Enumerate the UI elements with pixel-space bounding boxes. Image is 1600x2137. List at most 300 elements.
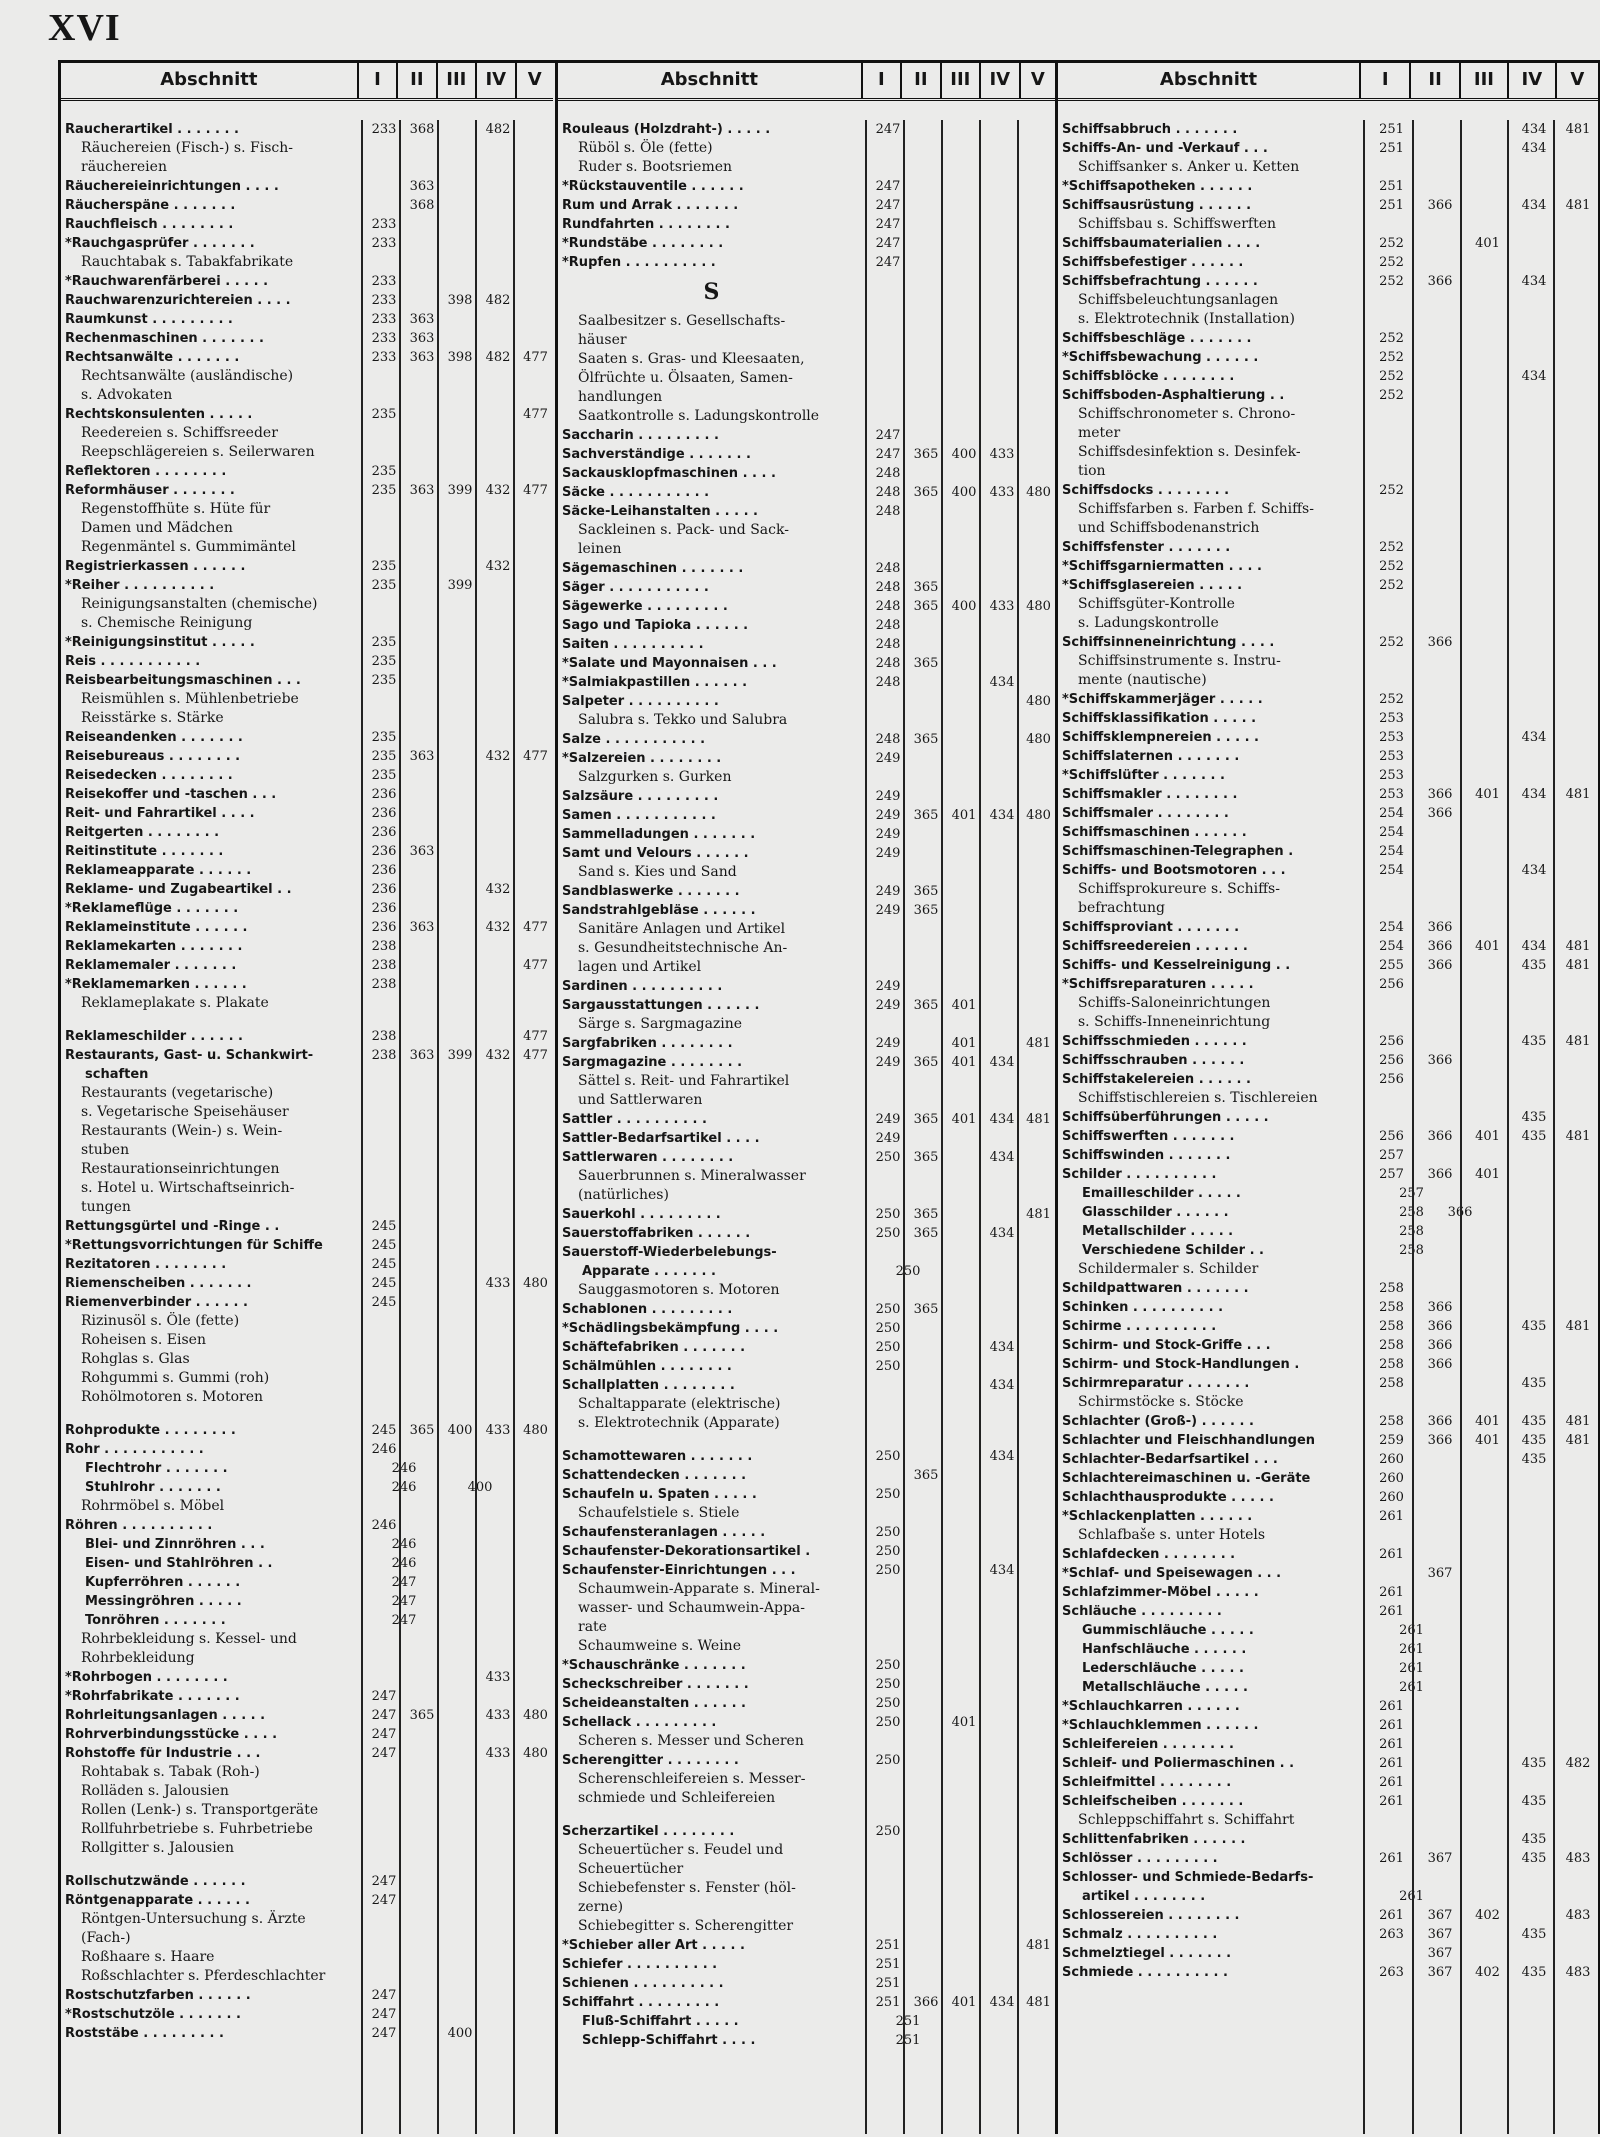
entry-term: Emailleschilder . . . . . <box>1082 1186 1241 1201</box>
page-ref-I: 263 <box>1379 1965 1404 1980</box>
entry-term: Samen . . . . . . . . . . . <box>562 808 716 823</box>
page-ref-I: 235 <box>371 730 397 745</box>
entry-term: s. Elektrotechnik (Installation) <box>1078 311 1295 327</box>
page-ref-I: 250 <box>875 1824 901 1839</box>
page-ref-V: 480 <box>523 1276 548 1291</box>
entry-term: Räucherspäne . . . . . . . <box>65 198 236 213</box>
index-entry <box>61 1421 553 1440</box>
page-ref-I: 250 <box>875 1525 901 1540</box>
index-entry <box>1058 614 1598 633</box>
entry-term: Sauerbrunnen s. Mineralwasser <box>578 1168 806 1184</box>
entry-term: Schiffsüberführungen . . . . . <box>1062 1110 1269 1125</box>
entry-term: Fluß-Schiffahrt . . . . . <box>582 2014 739 2029</box>
entry-term: Schiffsklassifikation . . . . . <box>1062 711 1257 726</box>
entry-term: Schlachter und Fleischhandlungen <box>1062 1433 1316 1448</box>
page-ref-I: 252 <box>1379 559 1404 574</box>
index-entry <box>61 728 553 747</box>
page-ref-I: 250 <box>875 1544 901 1559</box>
page-ref-I: 255 <box>1379 958 1404 973</box>
index-entry <box>61 1986 553 2005</box>
entry-term: Schiffahrt . . . . . . . . . <box>562 1995 720 2010</box>
page-ref-I: 261 <box>1379 1604 1404 1619</box>
page-ref-II: 365 <box>913 1150 939 1165</box>
entry-term: Flechtrohr . . . . . . . <box>85 1461 228 1476</box>
index-entry <box>61 1820 553 1839</box>
page-ref-I: 251 <box>1379 198 1404 213</box>
entry-term: Rollfuhrbetriebe s. Fuhrbetriebe <box>81 1821 313 1837</box>
entry-term: Reklamemaler . . . . . . . <box>65 958 237 973</box>
index-entry <box>61 1350 553 1369</box>
page-ref-V: 481 <box>1565 1414 1591 1429</box>
index-entry <box>1058 1279 1598 1298</box>
entry-term: Schiffsdocks . . . . . . . . <box>1062 483 1230 498</box>
page-ref-II: 365 <box>913 485 939 500</box>
page-ref-I: 247 <box>875 447 901 462</box>
page-ref-I: 233 <box>371 236 397 251</box>
index-entry <box>1058 728 1598 747</box>
index-entry <box>1058 1108 1598 1127</box>
entry-term: Glasschilder . . . . . . <box>1082 1205 1229 1220</box>
entry-term: Schmelztiegel . . . . . . . <box>1062 1946 1232 1961</box>
index-entry <box>61 1891 553 1910</box>
index-entry <box>1058 690 1598 709</box>
entry-term: Rohrbekleidung <box>81 1650 195 1666</box>
index-entry <box>61 519 553 538</box>
index-column-2 <box>555 60 1055 2134</box>
entry-term: Schiffsschmieden . . . . . . <box>1062 1034 1247 1049</box>
index-entry <box>61 1630 553 1649</box>
index-entry <box>1058 1811 1598 1830</box>
index-entry <box>1058 899 1598 918</box>
column-rule <box>1412 120 1414 2134</box>
entry-term: Särge s. Sargmagazine <box>578 1016 743 1032</box>
index-entry <box>61 481 553 500</box>
page-ref-V: 483 <box>1565 1965 1591 1980</box>
entry-term: Schleifscheiben . . . . . . . <box>1062 1794 1244 1809</box>
index-entry <box>1058 1298 1598 1317</box>
index-entry <box>1058 1640 1598 1659</box>
entry-term: Schiffsabbruch . . . . . . . <box>1062 122 1238 137</box>
index-entry <box>1058 1792 1598 1811</box>
index-entry <box>1058 937 1598 956</box>
entry-term: *Rauchgasprüfer . . . . . . . <box>65 236 255 251</box>
index-entry <box>61 1331 553 1350</box>
index-column-1 <box>58 60 553 2134</box>
page-ref-II: 366 <box>1427 920 1453 935</box>
page-ref-II: 367 <box>1427 1965 1453 1980</box>
page-ref-I: 246 <box>391 1537 417 1552</box>
column-rule <box>1460 120 1462 2134</box>
index-entry <box>1058 1184 1598 1203</box>
page-ref-II: 366 <box>1427 1053 1453 1068</box>
entry-term: Schallplatten . . . . . . . . <box>562 1378 735 1393</box>
entry-term: Schaltapparate (elektrische) <box>578 1396 781 1412</box>
entry-term: Schlittenfabriken . . . . . . <box>1062 1832 1246 1847</box>
entry-term: Sago und Tapioka . . . . . . <box>562 618 749 633</box>
header-II: II <box>902 60 941 98</box>
entry-term: Schiffswerften . . . . . . . <box>1062 1129 1235 1144</box>
entry-term: *Rostschutzöle . . . . . . . <box>65 2007 241 2022</box>
page-ref-I: 252 <box>1379 388 1404 403</box>
page-ref-I: 248 <box>875 656 901 671</box>
page-ref-I: 260 <box>1379 1471 1404 1486</box>
index-entry <box>1058 1963 1598 1982</box>
page-ref-I: 235 <box>371 407 397 422</box>
entry-term: Salzsäure . . . . . . . . . <box>562 789 719 804</box>
entry-term: *Schiffsreparaturen . . . . . <box>1062 977 1254 992</box>
entry-term: Schirmreparatur . . . . . . . <box>1062 1376 1250 1391</box>
column-header <box>558 60 1055 101</box>
page-ref-I: 254 <box>1379 939 1404 954</box>
entry-term: *Schlaf- und Speisewagen . . . <box>1062 1566 1282 1581</box>
entry-term: Rohrmöbel s. Möbel <box>81 1498 225 1514</box>
page-ref-II: 365 <box>913 1226 939 1241</box>
page-ref-IV: 435 <box>1521 1433 1547 1448</box>
entry-term: Rüböl s. Öle (fette) <box>578 140 713 156</box>
page-ref-I: 245 <box>371 1276 397 1291</box>
index-entry <box>1058 1754 1598 1773</box>
entry-term: s. Schiffs-Inneneinrichtung <box>1078 1014 1271 1030</box>
entry-term: häuser <box>578 332 627 348</box>
entry-term: Restaurants (vegetarische) <box>81 1085 274 1101</box>
index-entry <box>1058 1051 1598 1070</box>
index-entry <box>1058 1374 1598 1393</box>
entry-term: Schleifereien . . . . . . . . <box>1062 1737 1234 1752</box>
page-ref-I: 250 <box>875 1753 901 1768</box>
page-ref-I: 249 <box>875 1112 901 1127</box>
entry-term: Rum und Arrak . . . . . . . <box>562 198 739 213</box>
index-entry <box>61 1706 553 1725</box>
entry-term: Schiffsprokureure s. Schiffs- <box>1078 881 1280 897</box>
page-ref-I: 236 <box>371 863 397 878</box>
entry-term: Schiebegitter s. Scherengitter <box>578 1918 794 1934</box>
entry-term: Sammelladungen . . . . . . . <box>562 827 756 842</box>
page-ref-I: 261 <box>1379 1699 1404 1714</box>
entry-term: Säcke . . . . . . . . . . . <box>562 485 710 500</box>
index-entry <box>61 1910 553 1929</box>
index-entry <box>1058 1887 1598 1906</box>
entry-term: Reklameapparate . . . . . . <box>65 863 252 878</box>
page-ref-V: 480 <box>1026 694 1051 709</box>
page-ref-III: 401 <box>1475 939 1500 954</box>
page-ref-III: 402 <box>1475 1908 1500 1923</box>
page-ref-III: 400 <box>951 447 977 462</box>
entry-term: Rauchtabak s. Tabakfabrikate <box>81 254 294 270</box>
page-ref-V: 481 <box>1565 958 1591 973</box>
page-ref-I: 251 <box>895 2033 921 2048</box>
entry-term: Schiffsbau s. Schiffswerften <box>1078 216 1277 232</box>
entry-term: Säger . . . . . . . . . . . <box>562 580 709 595</box>
entry-term: Schiffsboden-Asphaltierung . . <box>1062 388 1285 403</box>
page-ref-II: 367 <box>1427 1566 1453 1581</box>
entry-term: Schiffs- und Kesselreinigung . . <box>1062 958 1291 973</box>
page-ref-IV: 433 <box>989 447 1015 462</box>
entry-term: *Salate und Mayonnaisen . . . <box>562 656 777 671</box>
page-ref-IV: 435 <box>1521 1129 1547 1144</box>
entry-term: Schamottewaren . . . . . . . <box>562 1449 753 1464</box>
page-ref-II: 365 <box>409 1708 435 1723</box>
page-ref-I: 251 <box>1379 141 1404 156</box>
page-ref-II: 366 <box>1427 1414 1453 1429</box>
entry-term: Apparate . . . . . . . <box>582 1264 716 1279</box>
page-ref-I: 250 <box>875 1487 901 1502</box>
page-ref-III: 401 <box>1475 1414 1500 1429</box>
entry-term: Schäftefabriken . . . . . . . <box>562 1340 746 1355</box>
index-entry <box>1058 329 1598 348</box>
page-ref-I: 261 <box>1399 1661 1424 1676</box>
entry-term: Schaumwein-Apparate s. Mineral- <box>578 1581 820 1597</box>
page-ref-I: 249 <box>875 1131 901 1146</box>
page-ref-I: 252 <box>1379 274 1404 289</box>
entry-term: *Reklamemarken . . . . . . <box>65 977 247 992</box>
entry-term: Registrierkassen . . . . . . <box>65 559 246 574</box>
index-entry <box>1058 519 1598 538</box>
page-ref-IV: 434 <box>1521 369 1547 384</box>
page-ref-I: 236 <box>371 787 397 802</box>
entry-term: Schiffsinstrumente s. Instru- <box>1078 653 1281 669</box>
entry-term: Reklameplakate s. Plakate <box>81 995 269 1011</box>
index-entry <box>1058 1678 1598 1697</box>
index-entry <box>1058 1241 1598 1260</box>
index-entry <box>1058 1222 1598 1241</box>
entry-term: *Schiffslüfter . . . . . . . <box>1062 768 1225 783</box>
page-ref-II: 366 <box>1427 787 1453 802</box>
index-entry <box>1058 1507 1598 1526</box>
header-IV: IV <box>1509 60 1556 98</box>
page-ref-IV: 435 <box>1521 1927 1547 1942</box>
page-ref-IV: 435 <box>1521 1851 1547 1866</box>
row-gap <box>61 1858 553 1872</box>
section-letter: S <box>703 279 720 305</box>
index-entry <box>61 386 553 405</box>
page-ref-III: 398 <box>447 293 473 308</box>
page-ref-II: 366 <box>1427 635 1453 650</box>
entry-term: Salze . . . . . . . . . . . <box>562 732 706 747</box>
page-ref-IV: 434 <box>1521 141 1547 156</box>
page-ref-II: 365 <box>913 599 939 614</box>
entry-term: Schlachtereimaschinen u. -Geräte <box>1062 1471 1311 1486</box>
page-ref-III: 401 <box>1475 787 1500 802</box>
entry-term: Rollschutzwände . . . . . . <box>65 1874 246 1889</box>
page-ref-V: 480 <box>1026 732 1051 747</box>
page-ref-II: 365 <box>913 656 939 671</box>
entry-term: Schildpattwaren . . . . . . . <box>1062 1281 1249 1296</box>
index-entry <box>1058 1659 1598 1678</box>
entry-term: Schirm- und Stock-Griffe . . . <box>1062 1338 1271 1353</box>
page-ref-I: 253 <box>1379 749 1404 764</box>
page-ref-V: 480 <box>1026 485 1051 500</box>
page-ref-II: 365 <box>913 998 939 1013</box>
index-entry <box>61 1255 553 1274</box>
index-entry <box>61 1948 553 1967</box>
page-ref-I: 260 <box>1379 1452 1404 1467</box>
page-ref-II: 365 <box>913 447 939 462</box>
entry-term: Reklame- und Zugabeartikel . . <box>65 882 292 897</box>
entry-term: *Schiffsglasereien . . . . . <box>1062 578 1243 593</box>
page-ref-V: 480 <box>523 1746 548 1761</box>
page-ref-IV: 434 <box>989 1340 1015 1355</box>
index-entry <box>61 1872 553 1891</box>
index-entry <box>61 709 553 728</box>
index-entry <box>61 1388 553 1407</box>
index-entry <box>61 538 553 557</box>
index-entry <box>61 1611 553 1630</box>
page-ref-I: 251 <box>875 1957 901 1972</box>
page-ref-I: 250 <box>875 1696 901 1711</box>
entry-term: *Schieber aller Art . . . . . <box>562 1938 745 1953</box>
page-ref-I: 258 <box>1399 1224 1424 1239</box>
page-ref-II: 365 <box>913 1207 939 1222</box>
entry-term: Roßschlachter s. Pferdeschlachter <box>81 1968 326 1984</box>
index-entry <box>61 1274 553 1293</box>
page-ref-I: 238 <box>371 977 397 992</box>
index-entry <box>61 1312 553 1331</box>
entry-term: Restaurationseinrichtungen <box>81 1161 280 1177</box>
page-ref-IV: 434 <box>1521 939 1547 954</box>
entry-term: *Schädlingsbekämpfung . . . . <box>562 1321 779 1336</box>
page-ref-I: 258 <box>1379 1338 1404 1353</box>
header-II: II <box>1411 60 1460 98</box>
page-ref-III: 401 <box>951 998 977 1013</box>
page-ref-I: 236 <box>371 825 397 840</box>
page-ref-II: 366 <box>1427 1129 1453 1144</box>
entry-term: Messingröhren . . . . . <box>85 1594 242 1609</box>
entry-term: *Schauschränke . . . . . . . <box>562 1658 746 1673</box>
index-entry <box>1058 481 1598 500</box>
page-ref-V: 481 <box>1565 939 1591 954</box>
index-entry <box>1058 994 1598 1013</box>
column-rule <box>903 120 905 2134</box>
entry-term: Schiffs- und Bootsmotoren . . . <box>1062 863 1286 878</box>
entry-term: Schaumweine s. Weine <box>578 1638 741 1654</box>
entry-term: Schiffsfenster . . . . . . . <box>1062 540 1231 555</box>
entry-term: lagen und Artikel <box>578 959 702 975</box>
page-ref-IV: 433 <box>485 1746 511 1761</box>
index-entry <box>1058 1621 1598 1640</box>
index-entry <box>1058 215 1598 234</box>
index-entry <box>61 215 553 234</box>
entry-term: Schlafdecken . . . . . . . . <box>1062 1547 1236 1562</box>
entry-term: Schienen . . . . . . . . . . <box>562 1976 724 1991</box>
index-entry <box>61 329 553 348</box>
page-ref-IV: 434 <box>989 1449 1015 1464</box>
page-ref-II: 365 <box>913 1055 939 1070</box>
page-ref-I: 245 <box>371 1295 397 1310</box>
entry-term: Schiffsmaschinen . . . . . . <box>1062 825 1247 840</box>
page-ref-I: 251 <box>1379 122 1404 137</box>
page-ref-IV: 435 <box>1521 1376 1547 1391</box>
index-entry <box>61 1801 553 1820</box>
page-ref-I: 245 <box>371 1257 397 1272</box>
index-entry <box>1058 1431 1598 1450</box>
index-entry <box>61 234 553 253</box>
index-entry <box>1058 1469 1598 1488</box>
page-ref-I: 258 <box>1379 1376 1404 1391</box>
index-entry <box>1058 443 1598 462</box>
page-ref-I: 261 <box>1399 1623 1424 1638</box>
header-V: V <box>1030 68 1045 90</box>
index-entry <box>61 424 553 443</box>
entry-term: Sauerstoff-Wiederbelebungs- <box>562 1245 777 1260</box>
page-ref-IV: 435 <box>1521 1832 1547 1847</box>
entry-term: Schmiede . . . . . . . . . . <box>1062 1965 1228 1980</box>
index-entry <box>61 310 553 329</box>
page-ref-I: 246 <box>391 1461 417 1476</box>
page-ref-II: 363 <box>409 1048 435 1063</box>
entry-term: Sand s. Kies und Sand <box>578 864 737 880</box>
entry-term: Schiffsbefrachtung . . . . . . <box>1062 274 1258 289</box>
page-ref-V: 481 <box>1565 1319 1591 1334</box>
entry-term: Saaten s. Gras- und Kleesaaten, <box>578 351 805 367</box>
page-ref-II: 366 <box>1427 1319 1453 1334</box>
page-ref-I: 256 <box>1379 977 1404 992</box>
entry-term: Reklameschilder . . . . . . <box>65 1029 243 1044</box>
page-ref-IV: 482 <box>485 122 511 137</box>
entry-term: Reedereien s. Schiffsreeder <box>81 425 278 441</box>
entry-term: *Schlackenplatten . . . . . . <box>1062 1509 1253 1524</box>
index-entry <box>61 842 553 861</box>
entry-term: Schlafzimmer-Möbel . . . . . <box>1062 1585 1259 1600</box>
entry-term: Schlosser- und Schmiede-Bedarfs- <box>1062 1870 1314 1885</box>
entry-term: Reisstärke s. Stärke <box>81 710 224 726</box>
entry-term: Riemenscheiben . . . . . . . <box>65 1276 252 1291</box>
entry-term: Schlepp-Schiffahrt . . . . <box>582 2033 756 2048</box>
entry-term: (Fach-) <box>81 1930 131 1946</box>
entry-term: *Salmiakpastillen . . . . . . <box>562 675 748 690</box>
page-ref-II: 363 <box>409 920 435 935</box>
header-III: III <box>438 60 477 98</box>
page-ref-I: 247 <box>371 1988 397 2003</box>
entry-term: *Rauchwarenfärberei . . . . . <box>65 274 269 289</box>
index-entry <box>61 899 553 918</box>
entry-term: befrachtung <box>1078 900 1165 916</box>
header-I: I <box>1361 60 1411 98</box>
page-ref-I: 252 <box>1379 369 1404 384</box>
page-ref-II: 366 <box>1427 274 1453 289</box>
page-ref-I: 250 <box>895 1264 921 1279</box>
index-entry <box>1058 956 1598 975</box>
entry-term: Schlachthausprodukte . . . . . <box>1062 1490 1274 1505</box>
column-header <box>1058 60 1598 101</box>
page-ref-I: 251 <box>875 1976 901 1991</box>
index-entry <box>1058 1450 1598 1469</box>
page-ref-III: 399 <box>447 483 473 498</box>
header-I: I <box>863 60 902 98</box>
index-entry <box>61 500 553 519</box>
entry-term: Schiffsfarben s. Farben f. Schiffs- <box>1078 501 1314 517</box>
page-ref-I: 261 <box>1379 1775 1404 1790</box>
index-entry <box>1058 1545 1598 1564</box>
entry-term: *Schiffsapotheken . . . . . . <box>1062 179 1253 194</box>
entry-term: Salpeter . . . . . . . . . . <box>562 694 719 709</box>
page-ref-I: 258 <box>1379 1357 1404 1372</box>
index-entry <box>61 633 553 652</box>
entry-term: *Rundstäbe . . . . . . . . <box>562 236 724 251</box>
index-entry <box>61 1369 553 1388</box>
page-ref-III: 401 <box>951 1715 977 1730</box>
page-ref-I: 235 <box>371 559 397 574</box>
page-ref-I: 247 <box>371 1893 397 1908</box>
index-entry <box>1058 1830 1598 1849</box>
page-ref-II: 363 <box>409 749 435 764</box>
index-entry <box>1058 595 1598 614</box>
index-entry <box>61 1929 553 1948</box>
page-ref-I: 261 <box>1379 1585 1404 1600</box>
index-entry <box>61 1293 553 1312</box>
entry-term: wasser- und Schaumwein-Appa- <box>578 1600 805 1616</box>
page-ref-IV: 433 <box>485 1708 511 1723</box>
page-ref-IV: 434 <box>989 675 1015 690</box>
